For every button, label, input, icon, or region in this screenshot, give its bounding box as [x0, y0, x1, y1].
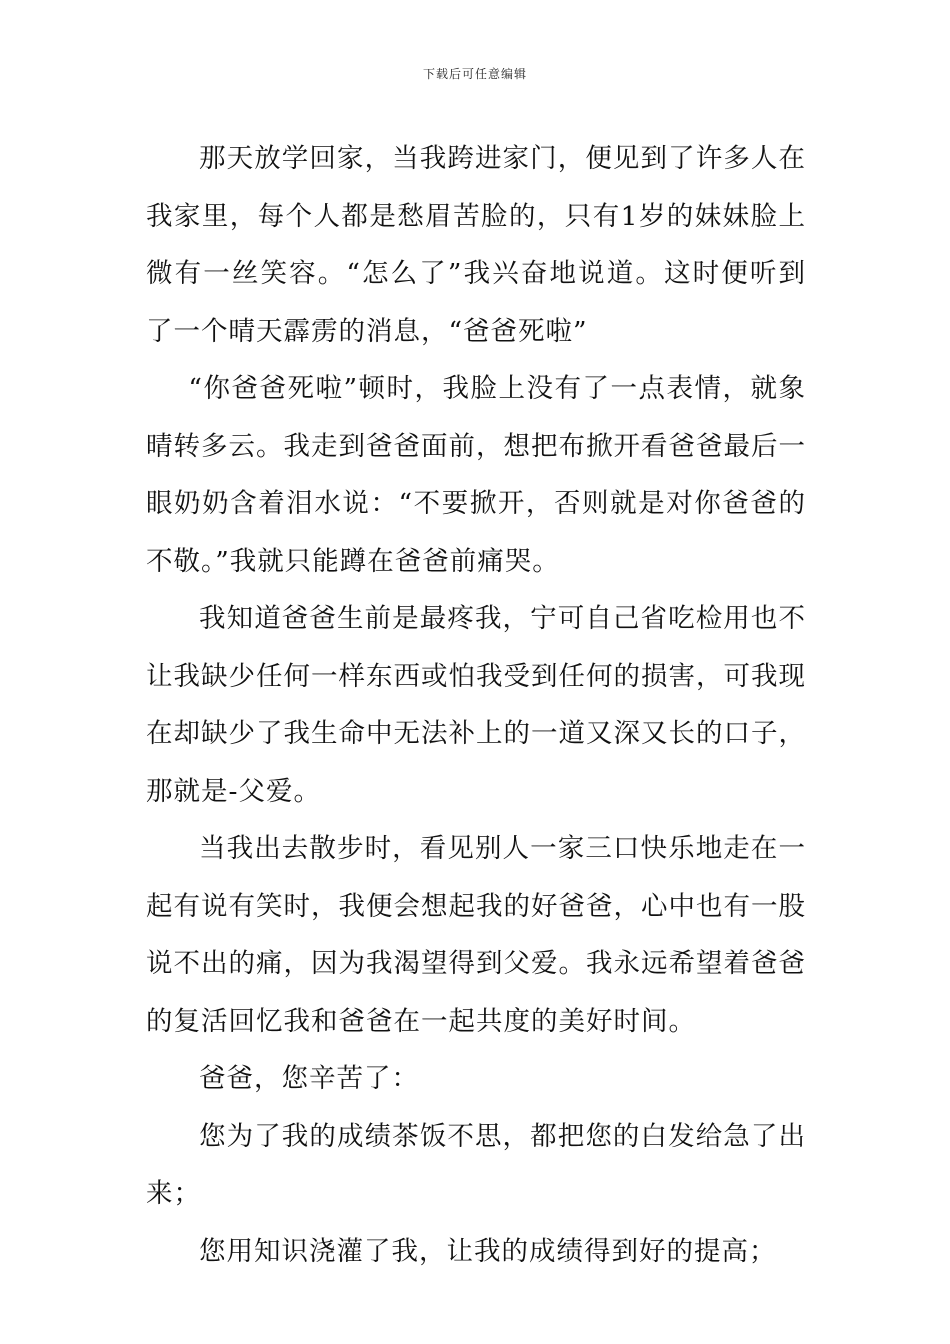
- paragraph-3: 我知道爸爸生前是最疼我，宁可自己省吃检用也不让我缺少任何一样东西或怕我受到任何的损害，可我现在却缺少了我生命中无法补上的一道又深又长的口子，那就是-父爱。: [146, 603, 806, 807]
- document-body: [146, 130, 806, 1280]
- paragraph-1: 那天放学回家，当我跨进家门，便见到了许多人在我家里，每个人都是愁眉苦脸的，只有1岁的妹妹脸上微有一丝笑容。“怎么了”我兴奋地说道。这时便听到了一个晴天霹雳的消息，“爸爸死啦”: [146, 143, 806, 347]
- paragraph-2: “你爸爸死啦”顿时，我脸上没有了一点表情，就象晴转多云。我走到爸爸面前，想把布掀开看爸爸最后一眼奶奶含着泪水说：“不要掀开，否则就是对你爸爸的不敬。”我就只能蹲在爸爸前痛哭。: [146, 373, 806, 577]
- page-header: 下载后可任意编辑: [422, 67, 527, 81]
- paragraph-4: 当我出去散步时，看见别人一家三口快乐地走在一起有说有笑时，我便会想起我的好爸爸，心中也有一股说不出的痛，因为我渴望得到父爱。我永远希望着爸爸的复活回忆我和爸爸在一起共度的美好时间。: [146, 833, 806, 1037]
- paragraph-5: 爸爸，您辛苦了：: [199, 1063, 419, 1094]
- paragraph-7: 您用知识浇灌了我，让我的成绩得到好的提高；: [199, 1235, 777, 1267]
- paragraph-6: 您为了我的成绩茶饭不思，都把您的白发给急了出来；: [146, 1120, 806, 1209]
